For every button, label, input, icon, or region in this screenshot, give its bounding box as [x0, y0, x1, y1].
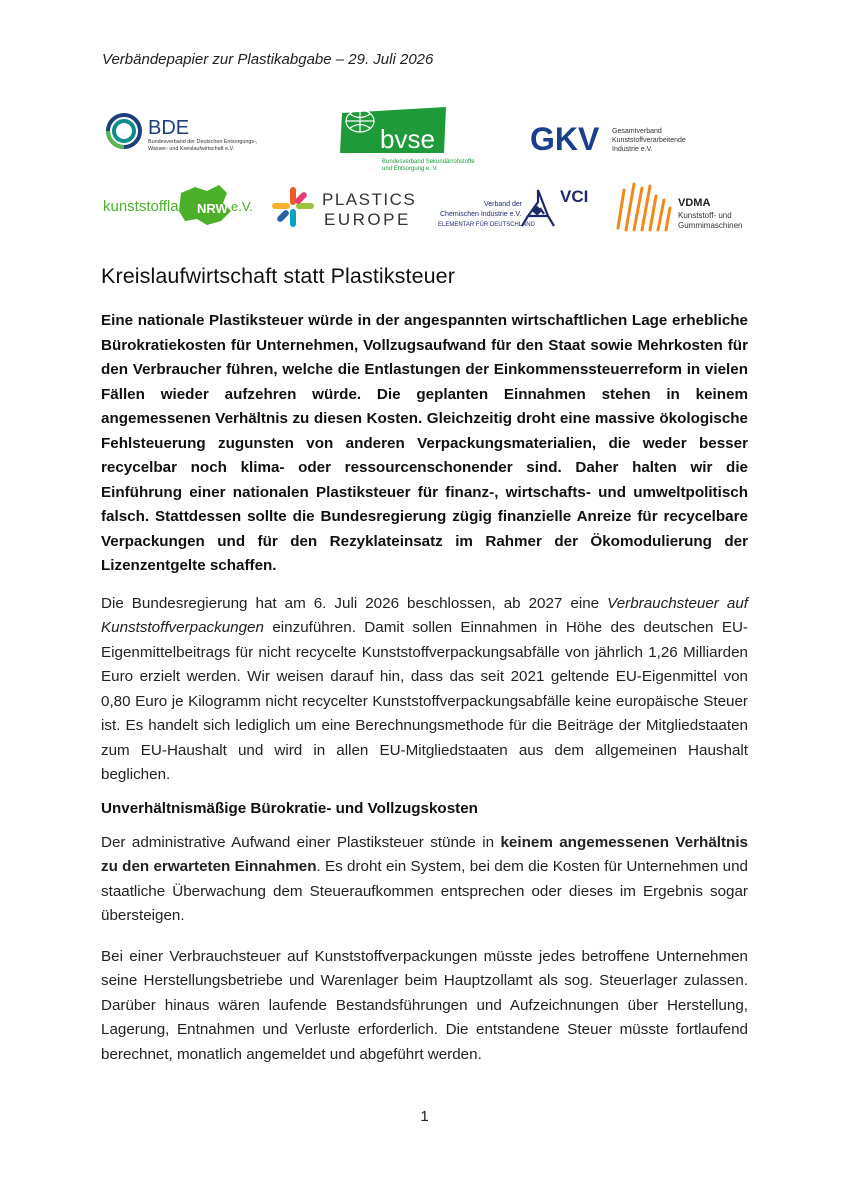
- vci-flask-icon: [522, 190, 554, 226]
- vdma-logo: [612, 180, 752, 234]
- gkv-sub-1: Gesamtverband: [612, 128, 662, 135]
- gkv-name: GKV: [530, 121, 600, 157]
- plastics-europe-star-icon: [272, 187, 314, 227]
- gkv-logo: [530, 118, 705, 158]
- gkv-sub-2: Kunststoffverarbeitende: [612, 137, 686, 144]
- bvse-logo: [338, 103, 488, 173]
- bde-logo: [104, 110, 289, 156]
- vci-logo: [436, 186, 608, 231]
- vdma-sub-1: Kunststoff- und: [678, 211, 732, 220]
- plastics-europe-logo: [272, 185, 422, 230]
- kunststoffland-name: kunststoffland: [103, 198, 196, 215]
- vci-sub-2: Chemischen Industrie e.V.: [440, 211, 522, 218]
- bde-sub-2: Wasser- und Kreislaufwirtschaft e.V.: [148, 146, 235, 152]
- plastics-europe-line1: PLASTICS: [322, 190, 417, 209]
- vdma-name: VDMA: [678, 197, 711, 209]
- kunststoffland-nrw-logo: [103, 183, 253, 229]
- paragraph-1-text-a: Die Bundesregierung hat am 6. Juli 2026 beschlossen, ab 2027 eine: [101, 594, 608, 612]
- lead-paragraph: Eine nationale Plastiksteuer würde in der angespannten wirtschaftlichen Lage erhebliche Bürokratiekosten für Unternehmen, Vollzugsaufwand für den Staat sowie Mehrkosten für den Verbraucher führen, welche die Entlastungen der Einkommenssteuerreform in vielen Fällen wieder aufzehren würde. Die geplanten Einnahmen stehen in keinem angemessenen Verhältnis zu diesen Kosten. Gleichzeitig droht eine massive ökologische Fehlsteuerung zugunsten von anderen Verpackungsmaterialien, die weder besser recycelbar noch klima- oder ressourcenschonender sind. Daher halten wir die Einführung einer nationalen Plastiksteuer für finanz-, wirtschafts- und umweltpolitisch falsch. Stattdessen sollte die Bundesregierung zügig finanzielle Anreize für recycelbare Verpackungen und für den Rezyklateinsatz im Rahmer der Ökomodulierung der Lizenzentgelte schaffen.: [101, 312, 748, 574]
- paragraph-2-text-a: Der administrative Aufwand einer Plastiksteuer stünde in: [101, 833, 501, 851]
- kunststoffland-nrw: NRW: [197, 201, 228, 216]
- bde-ring-icon: [108, 115, 140, 147]
- paragraph-2-text-b: . Es droht ein System, bei dem die Kosten für Unternehmen und staatliche Überwachung dem Steueraufkommen entsprechen oder dieses im Ergebnis sogar übersteigen.: [101, 858, 748, 924]
- section-heading: Unverhältnismäßige Bürokratie- und Vollzugskosten: [101, 799, 478, 817]
- paragraph-1-emphasis: Verbrauchsteuer auf Kunststoffverpackungen: [101, 594, 748, 636]
- vci-name: VCI: [560, 187, 589, 206]
- bde-name: BDE: [148, 117, 190, 139]
- paragraph-2-strong: keinem angemessenen Verhältnis zu den erwarteten Einnahmen: [101, 833, 748, 875]
- paragraph-1-text-b: einzuführen. Damit sollen Einnahmen in Höhe des deutschen EU-Eigenmittelbeitrags für nicht recycelte Kunststoffverpackungsabfälle von jährlich 1,26 Milliarden Euro erzielt werden. Wir weisen darauf hin, dass das seit 2021 geltende EU-Eigenmittel von 0,80 Euro je Kilogramm nicht recycelter Kunststoffverpackungsabfälle keine europäische Steuer ist. Es handelt sich lediglich um eine Berechnungsmethode für die Beiträge der Mitgliedstaaten zum EU-Haushalt und wird in allen EU-Mitgliedstaaten aus dem allgemeinen Haushalt beglichen.: [101, 619, 748, 783]
- paragraph-1: [101, 592, 748, 788]
- vci-tagline: ELEMENTAR FÜR DEUTSCHLAND: [438, 222, 535, 228]
- bvse-sub-2: und Entsorgung e. V.: [382, 166, 438, 172]
- running-header: Verbändepapier zur Plastikabgabe – 29. Juli 2026: [102, 51, 434, 68]
- gkv-sub-3: Industrie e.V.: [612, 146, 653, 153]
- vdma-sub-2: Gummimaschinen: [678, 221, 743, 230]
- paragraph-3: Bei einer Verbrauchsteuer auf Kunststoffverpackungen müsste jedes betroffene Unternehmen seine Herstellungsbetriebe und Warenlager beim Hauptzollamt als sog. Steuerlager zulassen. Darüber hinaus wären laufende Bestandsführungen und Aufzeichnungen über Herstellung, Lagerung, Entnahmen und Verluste erforderlich. Die entstandene Steuer müsste fortlaufend berechnet, monatlich angemeldet und abgeführt werden.: [101, 947, 748, 1063]
- paragraph-2: [101, 831, 748, 929]
- document-body: [101, 264, 748, 1079]
- vdma-stripes-icon: [618, 184, 670, 230]
- plastics-europe-line2: EUROPE: [324, 210, 411, 229]
- document-title: Kreislaufwirtschaft statt Plastiksteuer: [101, 264, 455, 288]
- kunststoffland-ev: e.V.: [231, 199, 253, 214]
- bvse-name: bvse: [380, 124, 435, 154]
- page-number: 1: [420, 1108, 429, 1125]
- bvse-globe-icon: [346, 110, 374, 132]
- bde-sub-1: Bundesverband der Deutschen Entsorgungs-,: [148, 139, 258, 145]
- bvse-sub-1: Bundesverband Sekundärrohstoffe: [382, 159, 475, 165]
- vci-sub-1: Verband der: [484, 201, 523, 208]
